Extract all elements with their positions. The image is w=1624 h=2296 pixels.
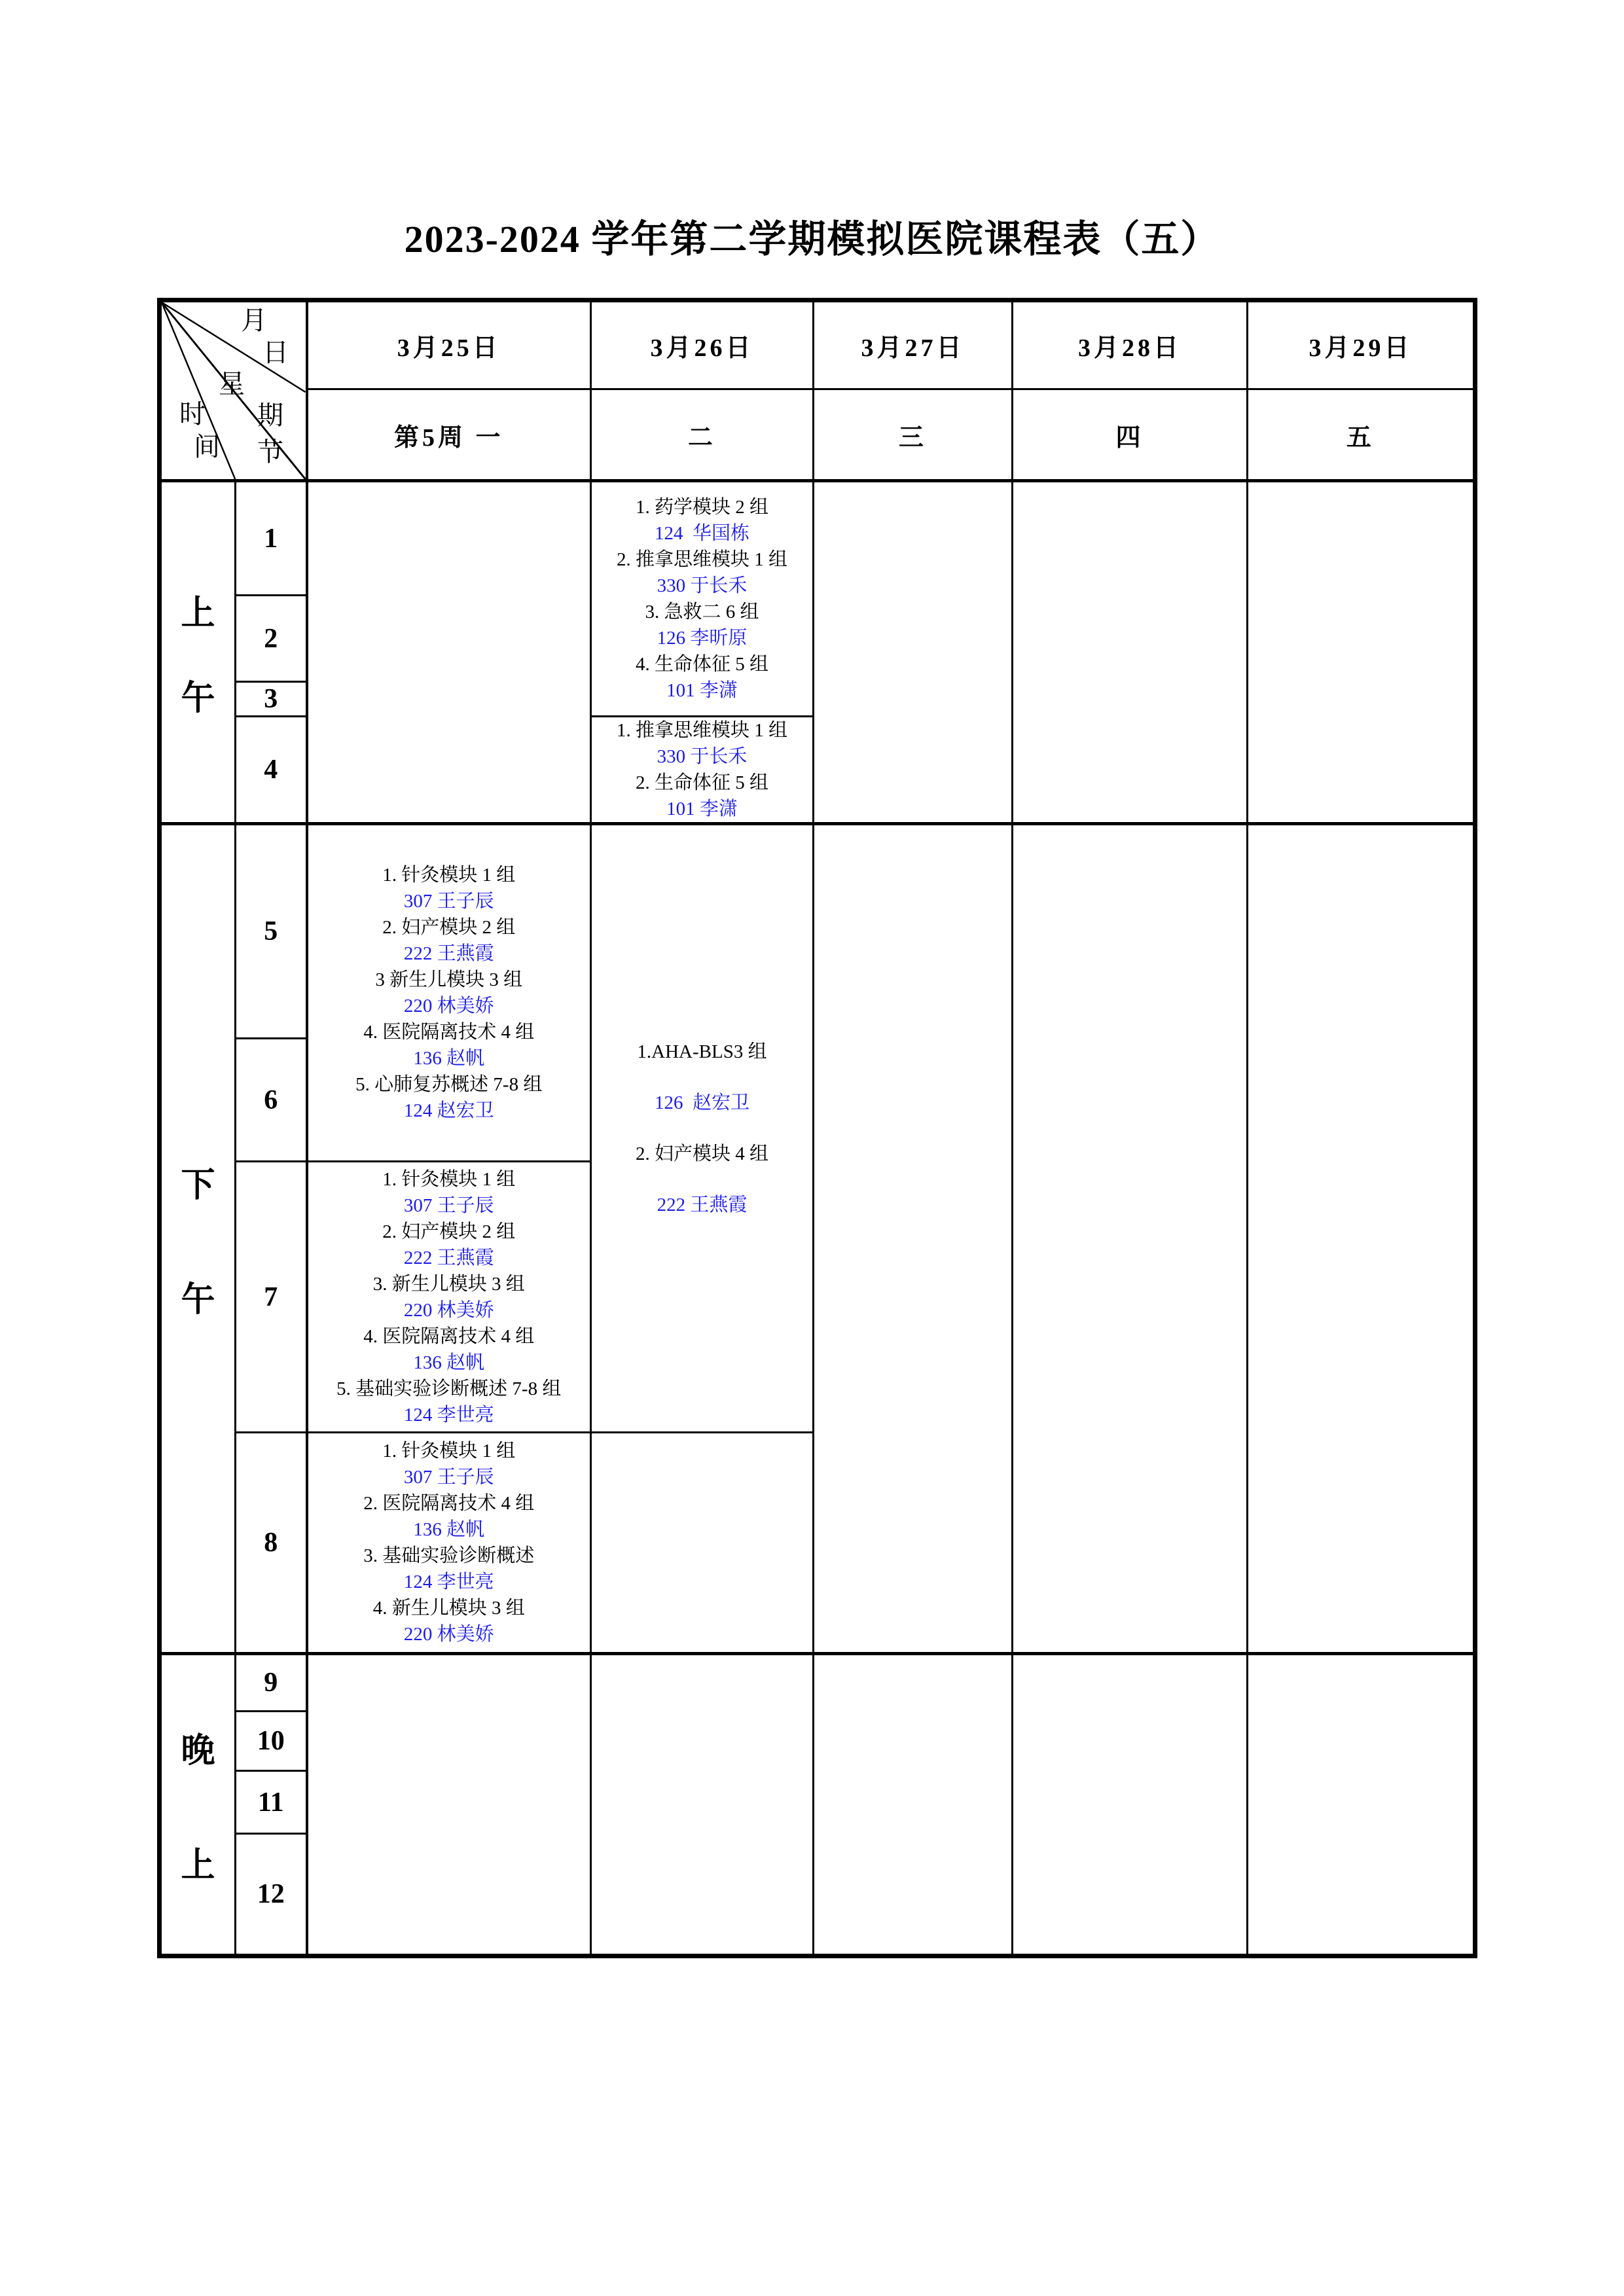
- period-number-9: 9: [236, 1654, 307, 1712]
- course-room-teacher-line: 222 王燕霞: [403, 943, 494, 964]
- corner-label-day: 日: [262, 338, 289, 367]
- cell-mon-periods-5-6: [307, 824, 591, 1162]
- date-header-mon: 3月25日: [307, 300, 591, 389]
- cell-fri-evening-empty: [1248, 1654, 1475, 1956]
- date-header-thu: 3月28日: [1013, 300, 1248, 389]
- course-room-teacher-line: 220 林美娇: [403, 1299, 494, 1321]
- period-number-6: 6: [236, 1039, 307, 1162]
- course-room-teacher-line: 307 王子辰: [403, 891, 494, 912]
- course-room-teacher-line: 330 于长禾: [657, 746, 748, 767]
- page-title: 2023-2024 学年第二学期模拟医院课程表（五）: [404, 218, 1220, 260]
- course-name-line: 2. 妇产模块 2 组: [382, 917, 516, 938]
- course-room-teacher-line: 220 林美娇: [403, 996, 494, 1016]
- period-number-10: 10: [236, 1712, 307, 1771]
- corner-header-cell: [160, 300, 307, 481]
- course-room-teacher-line: 220 林美娇: [403, 1624, 494, 1645]
- section-afternoon-char-2: 午: [181, 1281, 215, 1319]
- course-name-line: 4. 新生儿模块 3 组: [372, 1598, 525, 1619]
- cell-thu-afternoon-empty: [1013, 824, 1248, 1654]
- course-name-line: 1. 药学模块 2 组: [635, 497, 768, 518]
- course-name-line: 4. 医院隔离技术 4 组: [363, 1022, 535, 1043]
- course-name-line: 1. 推拿思维模块 1 组: [616, 720, 787, 741]
- course-name-line: 4. 医院隔离技术 4 组: [363, 1325, 535, 1347]
- period-number-3: 3: [236, 682, 307, 717]
- course-name-line: 5. 心肺复苏概述 7-8 组: [355, 1074, 543, 1095]
- section-morning-char-1: 上: [181, 595, 215, 632]
- period-number-5: 5: [236, 824, 307, 1039]
- course-name-line: 4. 生命体征 5 组: [635, 654, 768, 675]
- date-header-wed: 3月27日: [814, 300, 1013, 389]
- course-name-line: 2. 妇产模块 2 组: [382, 1221, 516, 1242]
- cell-wed-morning-empty: [814, 481, 1013, 824]
- course-name-line: 5. 基础实验诊断概述 7-8 组: [336, 1378, 562, 1399]
- course-name-line: 3. 新生儿模块 3 组: [372, 1273, 525, 1295]
- course-room-teacher-line: 222 王燕霞: [657, 1194, 748, 1215]
- course-name-line: 2. 妇产模块 4 组: [635, 1143, 768, 1164]
- period-number-2: 2: [236, 596, 307, 682]
- course-name-line: 2. 医院隔离技术 4 组: [363, 1493, 535, 1514]
- corner-label-time-1: 时: [179, 399, 206, 429]
- period-number-7: 7: [236, 1162, 307, 1433]
- cell-tue-period-4: [591, 717, 814, 824]
- weekday-header-wed: 三: [814, 389, 1013, 481]
- period-number-12: 12: [236, 1834, 307, 1956]
- section-label-evening: [160, 1654, 236, 1956]
- period-number-8: 8: [236, 1433, 307, 1654]
- course-room-teacher-line: 330 于长禾: [657, 575, 748, 596]
- cell-fri-afternoon-empty: [1248, 824, 1475, 1654]
- cell-tue-periods-5-7: [591, 824, 814, 1433]
- timetable-table: [157, 298, 1477, 1958]
- section-evening-char-1: 晚: [181, 1732, 215, 1770]
- course-name-line: 1. 针灸模块 1 组: [382, 865, 516, 886]
- cell-tue-periods-1-3: [591, 481, 814, 717]
- corner-label-month: 月: [241, 306, 267, 335]
- cell-wed-afternoon-empty: [814, 824, 1013, 1654]
- course-room-teacher-line: 136 赵帆: [413, 1352, 485, 1373]
- course-name-line: 2. 推拿思维模块 1 组: [616, 549, 787, 570]
- date-header-tue: 3月26日: [591, 300, 814, 389]
- course-name-line: 3 新生儿模块 3 组: [375, 969, 523, 990]
- period-number-1: 1: [236, 481, 307, 596]
- course-room-teacher-line: 124 李世亮: [403, 1404, 494, 1426]
- cell-tue-period-8-empty: [591, 1433, 814, 1654]
- corner-label-time-2: 间: [194, 432, 220, 461]
- course-name-line: 1. 针灸模块 1 组: [382, 1441, 516, 1462]
- corner-label-week-2: 期: [257, 401, 283, 430]
- course-room-teacher-line: 124 华国栋: [654, 523, 749, 544]
- course-room-teacher-line: 307 王子辰: [403, 1194, 494, 1216]
- cell-thu-evening-empty: [1013, 1654, 1248, 1956]
- date-header-fri: 3月29日: [1248, 300, 1475, 389]
- corner-label-period: 节: [257, 437, 283, 467]
- section-evening-char-2: 上: [181, 1847, 215, 1884]
- weekday-header-fri: 五: [1248, 389, 1475, 481]
- cell-mon-period-8: [307, 1433, 591, 1654]
- cell-fri-morning-empty: [1248, 481, 1475, 824]
- corner-label-week-1: 星: [219, 369, 245, 399]
- course-room-teacher-line: 136 赵帆: [413, 1519, 485, 1540]
- period-number-11: 11: [236, 1771, 307, 1834]
- course-room-teacher-line: 222 王燕霞: [403, 1247, 494, 1268]
- cell-wed-evening-empty: [814, 1654, 1013, 1956]
- course-room-teacher-line: 101 李潇: [666, 680, 738, 701]
- course-room-teacher-line: 126 李昕原: [657, 628, 748, 649]
- course-room-teacher-line: 124 李世亮: [403, 1571, 494, 1592]
- cell-tue-evening-empty: [591, 1654, 814, 1956]
- course-name-line: 3. 基础实验诊断概述: [363, 1545, 535, 1566]
- course-room-teacher-line: 136 赵帆: [413, 1048, 485, 1069]
- course-name-line: 1. 针灸模块 1 组: [382, 1168, 516, 1190]
- section-label-afternoon: [160, 824, 236, 1654]
- course-room-teacher-line: 101 李潇: [666, 798, 738, 819]
- weekday-header-thu: 四: [1013, 389, 1248, 481]
- section-afternoon-char-1: 下: [181, 1166, 215, 1204]
- cell-mon-morning-empty: [307, 481, 591, 824]
- cell-mon-period-7: [307, 1162, 591, 1433]
- course-room-teacher-line: 126 赵宏卫: [654, 1092, 749, 1113]
- section-label-morning: [160, 481, 236, 824]
- course-name-line: 1.AHA-BLS3 组: [637, 1041, 767, 1062]
- weekday-header-tue: 二: [591, 389, 814, 481]
- section-morning-char-2: 午: [181, 680, 215, 717]
- weekday-header-mon: 第5周 一: [307, 389, 591, 481]
- cell-thu-morning-empty: [1013, 481, 1248, 824]
- course-name-line: 3. 急救二 6 组: [645, 601, 759, 622]
- course-room-teacher-line: 124 赵宏卫: [403, 1100, 494, 1121]
- period-number-4: 4: [236, 717, 307, 824]
- course-room-teacher-line: 307 王子辰: [403, 1467, 494, 1488]
- cell-mon-evening-empty: [307, 1654, 591, 1956]
- course-name-line: 2. 生命体征 5 组: [635, 772, 768, 793]
